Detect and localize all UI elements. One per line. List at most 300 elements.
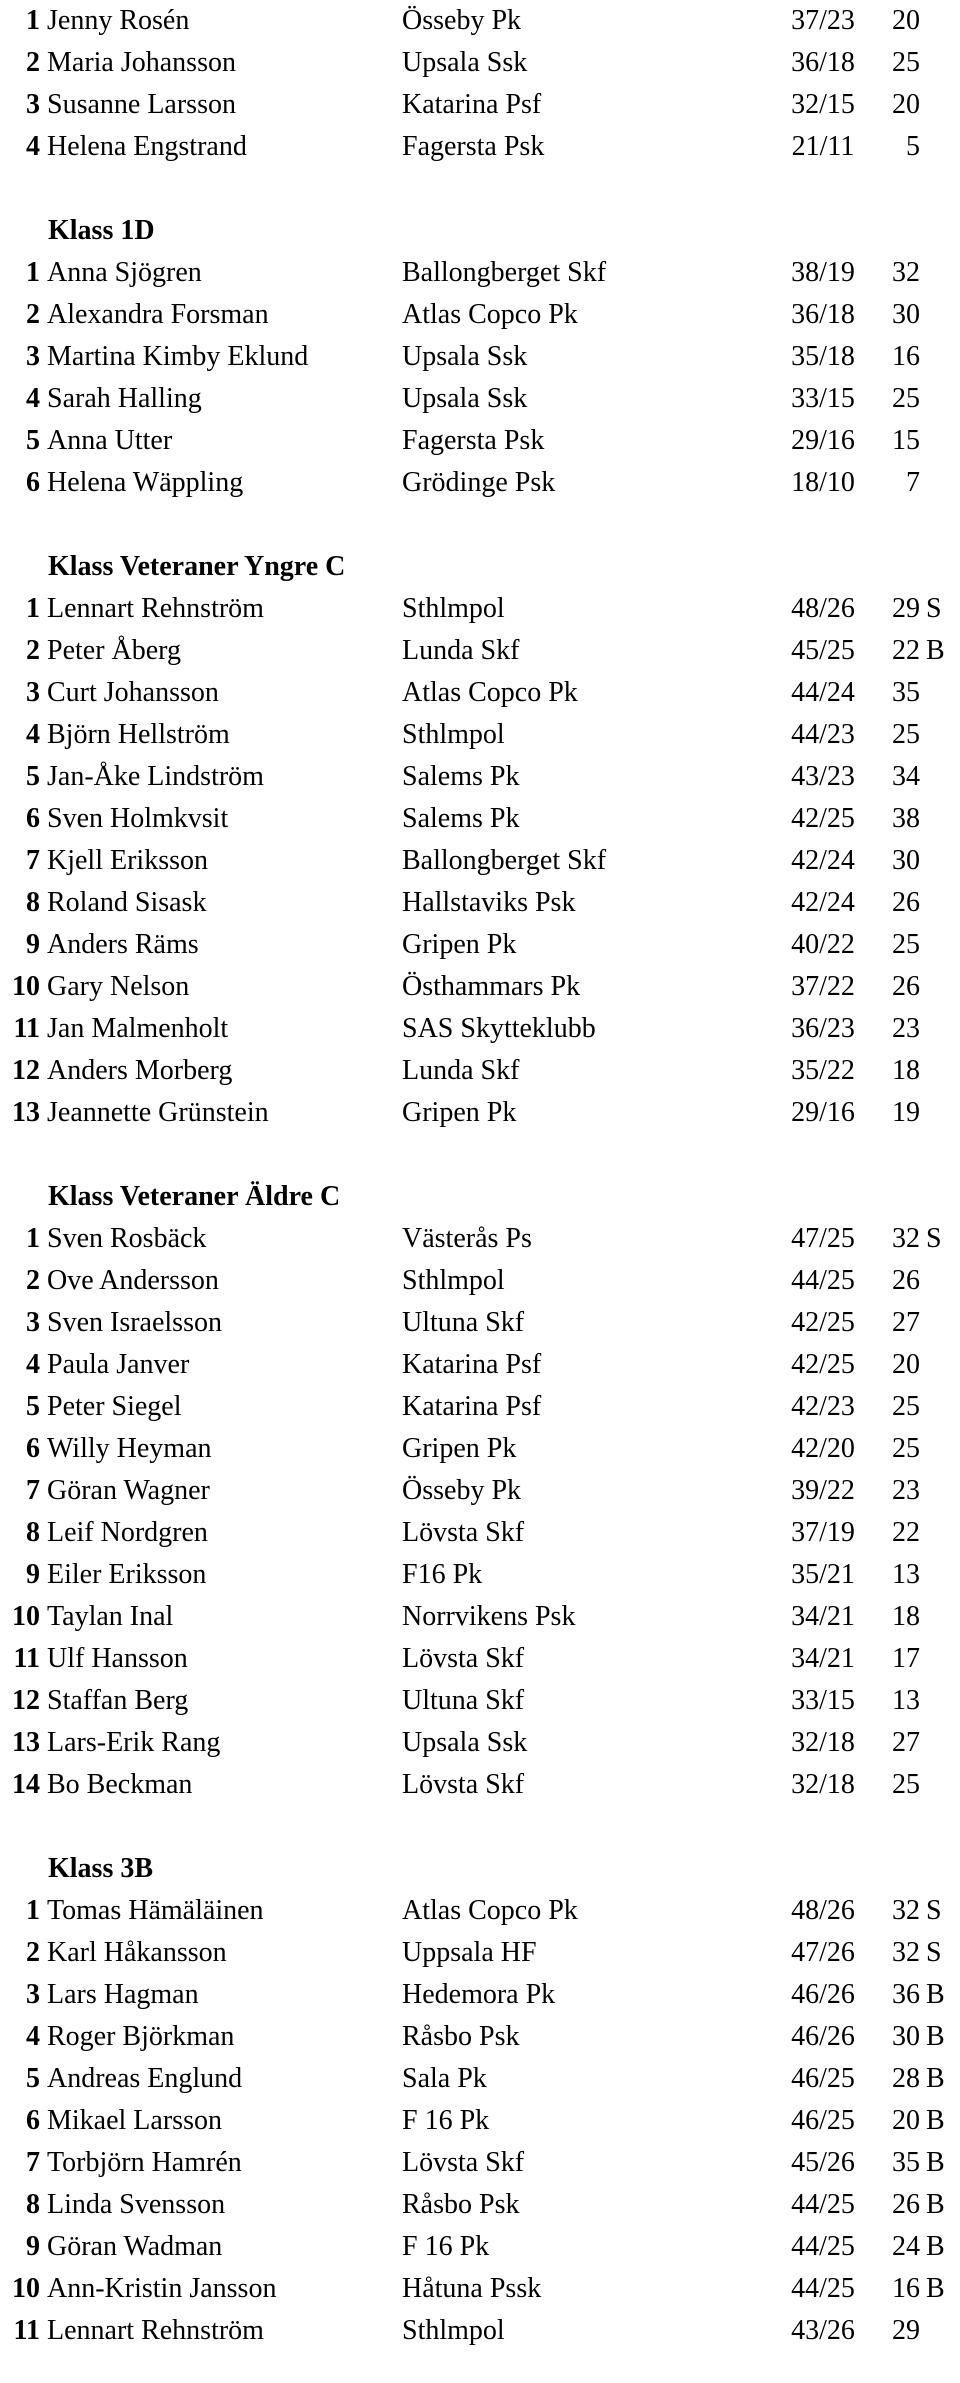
placement-number: 7 <box>26 845 40 876</box>
result-row <box>0 1932 960 1974</box>
shooter-name: Staffan Berg <box>47 1685 189 1716</box>
result-row <box>0 714 960 756</box>
result-row <box>0 1008 960 1050</box>
class-heading: Klass Veteraner Äldre C <box>48 1181 341 1212</box>
club-name: Lövsta Skf <box>402 2147 525 2178</box>
shooter-name: Tomas Hämäläinen <box>47 1895 264 1926</box>
shooter-name: Mikael Larsson <box>47 2105 222 2136</box>
result-row <box>0 420 960 462</box>
points-value: 32 <box>892 1895 920 1926</box>
placement-number: 4 <box>26 2021 40 2052</box>
placement-number: 2 <box>26 299 40 330</box>
points-value: 24 <box>892 2231 920 2262</box>
placement-number: 1 <box>26 257 40 288</box>
points-value: 27 <box>892 1727 920 1758</box>
shooter-name: Anna Utter <box>47 425 173 456</box>
placement-number: 4 <box>26 131 40 162</box>
score-value: 46/25 <box>791 2063 855 2094</box>
placement-number: 7 <box>26 2147 40 2178</box>
result-row <box>0 2142 960 2184</box>
score-value: 42/23 <box>791 1391 855 1422</box>
placement-number: 10 <box>12 1601 40 1632</box>
medal-mark: B <box>926 2021 945 2052</box>
shooter-name: Sven Israelsson <box>47 1307 222 1338</box>
club-name: F 16 Pk <box>402 2231 490 2262</box>
club-name: Upsala Ssk <box>402 341 528 372</box>
placement-number: 14 <box>12 1769 40 1800</box>
placement-number: 13 <box>12 1727 40 1758</box>
points-value: 32 <box>892 1937 920 1968</box>
points-value: 16 <box>892 341 920 372</box>
placement-number: 2 <box>26 1265 40 1296</box>
placement-number: 11 <box>13 1643 40 1674</box>
result-row <box>0 756 960 798</box>
points-value: 27 <box>892 1307 920 1338</box>
shooter-name: Susanne Larsson <box>47 89 236 120</box>
shooter-name: Lennart Rehnström <box>47 593 264 624</box>
placement-number: 3 <box>26 1307 40 1338</box>
score-value: 48/26 <box>791 593 855 624</box>
points-value: 36 <box>892 1979 920 2010</box>
section-spacer <box>0 1134 960 1176</box>
points-value: 20 <box>892 89 920 120</box>
score-value: 37/22 <box>791 971 855 1002</box>
medal-mark: S <box>926 1223 942 1254</box>
result-row <box>0 294 960 336</box>
points-value: 25 <box>892 1433 920 1464</box>
club-name: Lunda Skf <box>402 635 520 666</box>
class-heading: Klass 3B <box>48 1853 154 1884</box>
result-row <box>0 1260 960 1302</box>
score-value: 35/21 <box>791 1559 855 1590</box>
points-value: 26 <box>892 971 920 1002</box>
section-spacer <box>0 1806 960 1848</box>
club-name: Östhammars Pk <box>402 971 581 1002</box>
shooter-name: Ove Andersson <box>47 1265 219 1296</box>
result-row <box>0 1722 960 1764</box>
section-spacer <box>0 168 960 210</box>
medal-mark: B <box>926 2105 945 2136</box>
placement-number: 9 <box>26 1559 40 1590</box>
points-value: 13 <box>892 1559 920 1590</box>
points-value: 30 <box>892 2021 920 2052</box>
placement-number: 6 <box>26 2105 40 2136</box>
class-heading-row <box>0 210 960 252</box>
placement-number: 4 <box>26 1349 40 1380</box>
shooter-name: Leif Nordgren <box>47 1517 208 1548</box>
club-name: Gripen Pk <box>402 929 517 960</box>
club-name: Ultuna Skf <box>402 1307 525 1338</box>
shooter-name: Sven Holmkvsit <box>47 803 229 834</box>
placement-number: 8 <box>26 887 40 918</box>
result-row <box>0 1302 960 1344</box>
placement-number: 6 <box>26 1433 40 1464</box>
club-name: Atlas Copco Pk <box>402 1895 578 1926</box>
points-value: 30 <box>892 845 920 876</box>
points-value: 25 <box>892 1769 920 1800</box>
medal-mark: S <box>926 1937 942 1968</box>
result-row <box>0 672 960 714</box>
club-name: Össeby Pk <box>402 5 522 36</box>
placement-number: 5 <box>26 2063 40 2094</box>
result-row <box>0 1050 960 1092</box>
score-value: 43/26 <box>791 2315 855 2346</box>
result-row <box>0 1218 960 1260</box>
placement-number: 1 <box>26 1895 40 1926</box>
points-value: 25 <box>892 929 920 960</box>
club-name: Upsala Ssk <box>402 47 528 78</box>
shooter-name: Sven Rosbäck <box>47 1223 207 1254</box>
club-name: Katarina Psf <box>402 89 542 120</box>
placement-number: 5 <box>26 425 40 456</box>
shooter-name: Lars Hagman <box>47 1979 199 2010</box>
result-row <box>0 2184 960 2226</box>
points-value: 13 <box>892 1685 920 1716</box>
placement-number: 1 <box>26 1223 40 1254</box>
points-value: 26 <box>892 887 920 918</box>
score-value: 44/25 <box>791 2189 855 2220</box>
shooter-name: Helena Wäppling <box>47 467 244 498</box>
shooter-name: Bo Beckman <box>47 1769 193 1800</box>
club-name: Lövsta Skf <box>402 1643 525 1674</box>
points-value: 7 <box>906 467 920 498</box>
placement-number: 3 <box>26 341 40 372</box>
shooter-name: Ann-Kristin Jansson <box>47 2273 277 2304</box>
score-value: 45/25 <box>791 635 855 666</box>
placement-number: 4 <box>26 719 40 750</box>
result-row <box>0 1974 960 2016</box>
result-row <box>0 336 960 378</box>
points-value: 32 <box>892 257 920 288</box>
placement-number: 8 <box>26 1517 40 1548</box>
shooter-name: Maria Johansson <box>47 47 236 78</box>
placement-number: 2 <box>26 1937 40 1968</box>
club-name: F16 Pk <box>402 1559 483 1590</box>
medal-mark: B <box>926 2063 945 2094</box>
club-name: Upsala Ssk <box>402 1727 528 1758</box>
score-value: 42/24 <box>791 887 855 918</box>
points-value: 19 <box>892 1097 920 1128</box>
score-value: 42/25 <box>791 1349 855 1380</box>
result-row <box>0 1890 960 1932</box>
shooter-name: Roger Björkman <box>47 2021 235 2052</box>
club-name: Gripen Pk <box>402 1433 517 1464</box>
placement-number: 9 <box>26 2231 40 2262</box>
medal-mark: B <box>926 2231 945 2262</box>
score-value: 42/20 <box>791 1433 855 1464</box>
score-value: 42/25 <box>791 803 855 834</box>
club-name: Råsbo Psk <box>402 2189 520 2220</box>
shooter-name: Anna Sjögren <box>47 257 202 288</box>
score-value: 40/22 <box>791 929 855 960</box>
result-row <box>0 126 960 168</box>
placement-number: 13 <box>12 1097 40 1128</box>
club-name: Ballongberget Skf <box>402 257 607 288</box>
points-value: 18 <box>892 1601 920 1632</box>
club-name: Hallstaviks Psk <box>402 887 576 918</box>
shooter-name: Eiler Eriksson <box>47 1559 207 1590</box>
result-row <box>0 0 960 42</box>
shooter-name: Göran Wadman <box>47 2231 223 2262</box>
points-value: 5 <box>906 131 920 162</box>
club-name: Lövsta Skf <box>402 1517 525 1548</box>
shooter-name: Jeannette Grünstein <box>47 1097 269 1128</box>
placement-number: 2 <box>26 47 40 78</box>
shooter-name: Gary Nelson <box>47 971 190 1002</box>
placement-number: 11 <box>13 1013 40 1044</box>
placement-number: 5 <box>26 761 40 792</box>
placement-number: 4 <box>26 383 40 414</box>
section-spacer <box>0 504 960 546</box>
club-name: Salems Pk <box>402 803 520 834</box>
shooter-name: Björn Hellström <box>47 719 230 750</box>
result-row <box>0 1554 960 1596</box>
shooter-name: Roland Sisask <box>47 887 207 918</box>
points-value: 22 <box>892 635 920 666</box>
score-value: 38/19 <box>791 257 855 288</box>
points-value: 35 <box>892 2147 920 2178</box>
result-row <box>0 2100 960 2142</box>
score-value: 32/15 <box>791 89 855 120</box>
result-row <box>0 252 960 294</box>
shooter-name: Curt Johansson <box>47 677 219 708</box>
score-value: 33/15 <box>791 1685 855 1716</box>
placement-number: 9 <box>26 929 40 960</box>
class-heading: Klass Veteraner Yngre C <box>48 551 346 582</box>
placement-number: 2 <box>26 635 40 666</box>
placement-number: 7 <box>26 1475 40 1506</box>
club-name: Salems Pk <box>402 761 520 792</box>
shooter-name: Peter Åberg <box>47 635 181 666</box>
club-name: Fagersta Psk <box>402 425 545 456</box>
shooter-name: Jan Malmenholt <box>47 1013 229 1044</box>
result-row <box>0 1092 960 1134</box>
club-name: Västerås Ps <box>402 1223 532 1254</box>
club-name: Norrvikens Psk <box>402 1601 576 1632</box>
result-row <box>0 2268 960 2310</box>
score-value: 47/25 <box>791 1223 855 1254</box>
club-name: Katarina Psf <box>402 1391 542 1422</box>
score-value: 45/26 <box>791 2147 855 2178</box>
score-value: 48/26 <box>791 1895 855 1926</box>
club-name: Upsala Ssk <box>402 383 528 414</box>
score-value: 47/26 <box>791 1937 855 1968</box>
points-value: 26 <box>892 2189 920 2220</box>
shooter-name: Torbjörn Hamrén <box>47 2147 242 2178</box>
shooter-name: Lennart Rehnström <box>47 2315 264 2346</box>
score-value: 39/22 <box>791 1475 855 1506</box>
points-value: 38 <box>892 803 920 834</box>
score-value: 36/18 <box>791 299 855 330</box>
placement-number: 10 <box>12 2273 40 2304</box>
club-name: SAS Skytteklubb <box>402 1013 596 1044</box>
shooter-name: Anders Räms <box>47 929 199 960</box>
points-value: 16 <box>892 2273 920 2304</box>
points-value: 25 <box>892 1391 920 1422</box>
score-value: 34/21 <box>791 1643 855 1674</box>
points-value: 25 <box>892 47 920 78</box>
class-heading-row <box>0 546 960 588</box>
placement-number: 10 <box>12 971 40 1002</box>
shooter-name: Kjell Eriksson <box>47 845 208 876</box>
score-value: 34/21 <box>791 1601 855 1632</box>
shooter-name: Ulf Hansson <box>47 1643 188 1674</box>
club-name: Katarina Psf <box>402 1349 542 1380</box>
club-name: Uppsala HF <box>402 1937 537 1968</box>
score-value: 29/16 <box>791 1097 855 1128</box>
shooter-name: Paula Janver <box>47 1349 190 1380</box>
points-value: 23 <box>892 1013 920 1044</box>
club-name: Hedemora Pk <box>402 1979 556 2010</box>
score-value: 32/18 <box>791 1769 855 1800</box>
club-name: Atlas Copco Pk <box>402 677 578 708</box>
result-row <box>0 1596 960 1638</box>
score-value: 44/24 <box>791 677 855 708</box>
shooter-name: Jan-Åke Lindström <box>47 761 264 792</box>
shooter-name: Alexandra Forsman <box>47 299 269 330</box>
points-value: 30 <box>892 299 920 330</box>
class-heading-row <box>0 1848 960 1890</box>
points-value: 25 <box>892 383 920 414</box>
result-row <box>0 882 960 924</box>
score-value: 36/23 <box>791 1013 855 1044</box>
medal-mark: B <box>926 1979 945 2010</box>
result-row <box>0 2310 960 2352</box>
result-row <box>0 798 960 840</box>
medal-mark: B <box>926 2273 945 2304</box>
result-row <box>0 1470 960 1512</box>
result-row <box>0 1344 960 1386</box>
shooter-name: Göran Wagner <box>47 1475 210 1506</box>
points-value: 22 <box>892 1517 920 1548</box>
result-row <box>0 1386 960 1428</box>
club-name: Håtuna Pssk <box>402 2273 542 2304</box>
shooter-name: Karl Håkansson <box>47 1937 227 1968</box>
points-value: 15 <box>892 425 920 456</box>
class-heading: Klass 1D <box>48 215 155 246</box>
placement-number: 5 <box>26 1391 40 1422</box>
result-row <box>0 966 960 1008</box>
shooter-name: Linda Svensson <box>47 2189 226 2220</box>
placement-number: 1 <box>26 593 40 624</box>
shooter-name: Sarah Halling <box>47 383 202 414</box>
shooter-name: Peter Siegel <box>47 1391 182 1422</box>
club-name: Sthlmpol <box>402 593 505 624</box>
result-row <box>0 2226 960 2268</box>
club-name: Sthlmpol <box>402 2315 505 2346</box>
result-row <box>0 1764 960 1806</box>
club-name: Gripen Pk <box>402 1097 517 1128</box>
club-name: Lunda Skf <box>402 1055 520 1086</box>
score-value: 46/26 <box>791 2021 855 2052</box>
result-row <box>0 1428 960 1470</box>
medal-mark: S <box>926 593 942 624</box>
result-row <box>0 84 960 126</box>
club-name: Sala Pk <box>402 2063 487 2094</box>
result-row <box>0 42 960 84</box>
shooter-name: Willy Heyman <box>47 1433 212 1464</box>
placement-number: 3 <box>26 677 40 708</box>
placement-number: 3 <box>26 1979 40 2010</box>
shooter-name: Andreas Englund <box>47 2063 243 2094</box>
club-name: Sthlmpol <box>402 1265 505 1296</box>
shooter-name: Martina Kimby Eklund <box>47 341 309 372</box>
score-value: 37/23 <box>791 5 855 36</box>
points-value: 20 <box>892 1349 920 1380</box>
points-value: 29 <box>892 593 920 624</box>
points-value: 20 <box>892 5 920 36</box>
result-row <box>0 630 960 672</box>
club-name: Grödinge Psk <box>402 467 556 498</box>
result-row <box>0 1512 960 1554</box>
score-value: 46/25 <box>791 2105 855 2136</box>
score-value: 18/10 <box>791 467 855 498</box>
club-name: F 16 Pk <box>402 2105 490 2136</box>
score-value: 44/25 <box>791 1265 855 1296</box>
points-value: 23 <box>892 1475 920 1506</box>
score-value: 44/25 <box>791 2273 855 2304</box>
points-value: 35 <box>892 677 920 708</box>
score-value: 37/19 <box>791 1517 855 1548</box>
medal-mark: B <box>926 635 945 666</box>
result-row <box>0 924 960 966</box>
score-value: 42/24 <box>791 845 855 876</box>
placement-number: 3 <box>26 89 40 120</box>
medal-mark: S <box>926 1895 942 1926</box>
medal-mark: B <box>926 2189 945 2220</box>
club-name: Sthlmpol <box>402 719 505 750</box>
score-value: 32/18 <box>791 1727 855 1758</box>
shooter-name: Lars-Erik Rang <box>47 1727 221 1758</box>
shooter-name: Jenny Rosén <box>47 5 190 36</box>
score-value: 21/11 <box>791 131 855 162</box>
club-name: Råsbo Psk <box>402 2021 520 2052</box>
result-row <box>0 2016 960 2058</box>
placement-number: 8 <box>26 2189 40 2220</box>
placement-number: 6 <box>26 803 40 834</box>
result-row <box>0 2058 960 2100</box>
placement-number: 11 <box>13 2315 40 2346</box>
score-value: 44/25 <box>791 2231 855 2262</box>
result-row <box>0 378 960 420</box>
points-value: 25 <box>892 719 920 750</box>
score-value: 42/25 <box>791 1307 855 1338</box>
placement-number: 6 <box>26 467 40 498</box>
score-value: 36/18 <box>791 47 855 78</box>
shooter-name: Anders Morberg <box>47 1055 233 1086</box>
result-row <box>0 1638 960 1680</box>
score-value: 29/16 <box>791 425 855 456</box>
club-name: Ultuna Skf <box>402 1685 525 1716</box>
score-value: 35/22 <box>791 1055 855 1086</box>
points-value: 18 <box>892 1055 920 1086</box>
points-value: 34 <box>892 761 920 792</box>
result-row <box>0 840 960 882</box>
placement-number: 12 <box>12 1685 40 1716</box>
shooter-name: Helena Engstrand <box>47 131 247 162</box>
score-value: 35/18 <box>791 341 855 372</box>
points-value: 28 <box>892 2063 920 2094</box>
club-name: Ballongberget Skf <box>402 845 607 876</box>
points-value: 26 <box>892 1265 920 1296</box>
score-value: 44/23 <box>791 719 855 750</box>
score-value: 43/23 <box>791 761 855 792</box>
placement-number: 1 <box>26 5 40 36</box>
points-value: 20 <box>892 2105 920 2136</box>
result-row <box>0 462 960 504</box>
class-heading-row <box>0 1176 960 1218</box>
result-row <box>0 588 960 630</box>
